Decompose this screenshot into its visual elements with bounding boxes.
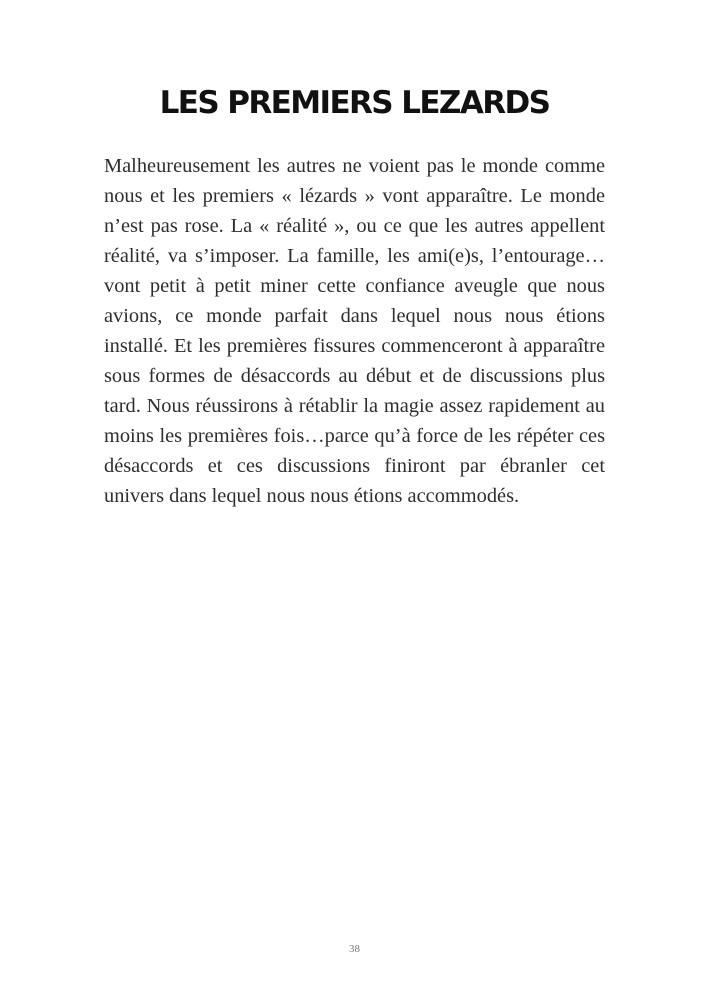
chapter-title: LES PREMIERS LEZARDS <box>159 85 550 121</box>
page-number: 38 <box>349 943 360 955</box>
body-paragraph: Malheureusement les autres ne voient pas le monde comme nous et les premiers « lézards » vont apparaître. Le monde n’est pas rose. La « réalité », ou ce que les autres appellent réalité, va s’imposer. La famille, les ami(e)s, l’entourage…vont petit à petit miner cette confiance aveugle que nous avions, ce monde parfait dans lequel nous nous étions installé. Et les premières fissures commenceront à apparaître sous formes de désaccords au début et de discussions plus tard. Nous réussirons à rétablir la magie assez rapidement au moins les premières fois…parce qu’à force de les répéter ces désaccords et ces discussions finiront par ébranler cet univers dans lequel nous nous étions accommodés. <box>104 155 605 507</box>
